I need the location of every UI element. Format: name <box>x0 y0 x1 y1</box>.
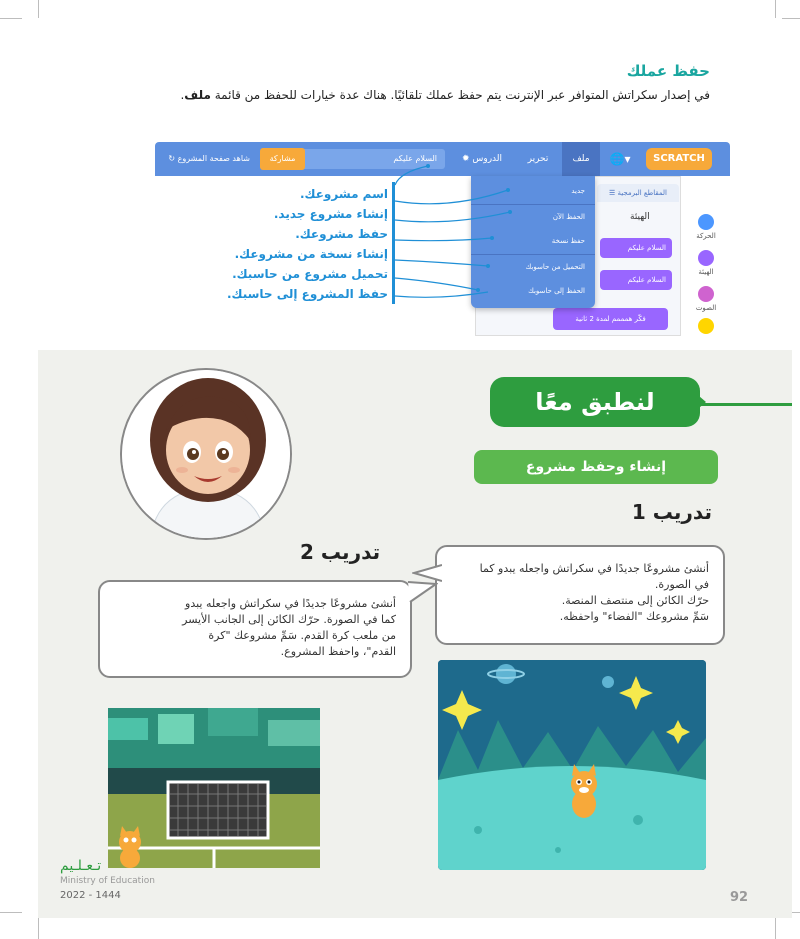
crop-mark <box>0 912 22 913</box>
exercise-1-bubble <box>435 545 725 645</box>
menu-tutorials-label: الدروس <box>472 154 503 164</box>
category-sound-label: الصوت <box>695 304 717 312</box>
exercise-1-line: في الصورة. <box>654 578 709 591</box>
block-say[interactable]: السلام عليكم <box>600 238 672 258</box>
apply-together-badge: لنطبق معًا <box>490 377 700 427</box>
exercise-2-line: القدم"، واحفظ المشروع. <box>280 645 396 658</box>
callout-project-name: اسم مشروعك. <box>300 187 388 201</box>
category-heading: الهيئة <box>630 212 650 222</box>
callout-connectors <box>0 0 800 350</box>
ministry-name: Ministry of Education <box>60 876 155 886</box>
file-menu-save-copy[interactable]: حفظ نسخة <box>551 237 585 245</box>
intro-bold: ملف <box>184 88 211 102</box>
category-motion-label: الحركة <box>696 232 716 240</box>
menu-edit[interactable]: تحرير <box>527 154 549 164</box>
edition-year: 2022 - 1444 <box>60 890 121 901</box>
crop-mark <box>38 918 39 939</box>
file-menu-save-now[interactable]: الحفظ الآن <box>552 213 585 221</box>
callout-save-project: حفظ مشروعك. <box>295 227 388 241</box>
exercise-2-line: كما في الصورة. حرّك الكائن إلى الجانب الأيسر <box>182 613 396 626</box>
callout-load-from-computer: تحميل مشروع من حاسبك. <box>232 267 388 281</box>
code-tab-icon: ☰ <box>608 189 616 197</box>
share-button[interactable]: مشاركة <box>260 148 305 170</box>
student-avatar <box>120 368 292 540</box>
exercise-2-bubble <box>98 580 412 678</box>
see-project-icon: ↻ <box>168 154 176 163</box>
bubble-tail <box>406 578 438 604</box>
file-menu-new[interactable]: جديد <box>571 187 585 195</box>
exercise-1-line: أنشئ مشروعًا جديدًا في سكراتش واجعله يبدو كما <box>479 562 709 575</box>
scratch-logo[interactable]: SCRATCH <box>646 148 712 170</box>
file-menu-save-to-computer[interactable]: الحفظ إلى حاسوبك <box>528 287 585 295</box>
section-title: حفظ عملك <box>626 62 710 80</box>
soccer-scene <box>108 708 320 868</box>
exercise-1-line: حرّك الكائن إلى منتصف المنصة. <box>561 594 709 607</box>
category-looks-label: الهيئة <box>698 268 714 276</box>
exercise-2-text <box>108 596 396 660</box>
exercise-1-text <box>445 561 709 625</box>
page-number: 92 <box>730 890 749 905</box>
block-say[interactable]: السلام عليكم <box>600 270 672 290</box>
intro-end: . <box>180 88 185 102</box>
file-menu-load[interactable]: التحميل من حاسوبك <box>525 263 585 271</box>
girl-illustration <box>122 370 292 540</box>
globe-icon[interactable]: 🌐▾ <box>609 152 631 166</box>
exercise-2-line: أنشئ مشروعًا جديدًا في سكراتش واجعله يبدو <box>185 597 396 610</box>
exercise-1-line: سَمِّ مشروعك "الفضاء" واحفظه. <box>559 610 709 623</box>
callout-new-project: إنشاء مشروع جديد. <box>273 207 388 221</box>
callout-save-copy: إنشاء نسخة من مشروعك. <box>234 247 388 261</box>
exercise-2-title: تدريب 2 <box>300 540 381 564</box>
see-project-label: شاهد صفحة المشروع <box>177 154 250 163</box>
callout-bracket <box>392 182 395 304</box>
soccer-stage-image <box>108 708 320 868</box>
apply-subtitle: إنشاء وحفظ مشروع <box>474 450 718 484</box>
space-stage-image <box>438 660 706 870</box>
block-think[interactable]: فكّر همممم لمدة 2 ثانية <box>553 308 668 330</box>
tab-code-label: المقاطع البرمجية <box>617 189 668 197</box>
callout-save-to-computer: حفظ المشروع إلى حاسبك. <box>226 287 388 301</box>
intro-text: في إصدار سكراتش المتوافر عبر الإنترنت يتم حفظ عملك تلقائيًا. هناك عدة خيارات للحفظ من قائمة <box>210 88 710 102</box>
ministry-logo: تـعـلـيم <box>60 858 102 874</box>
space-scene <box>438 660 706 870</box>
exercise-1-title: تدريب 1 <box>631 500 712 524</box>
exercise-2-line: من ملعب كرة القدم. سَمِّ مشروعك "كرة <box>208 629 396 642</box>
crop-mark <box>775 918 776 939</box>
menu-file[interactable]: ملف <box>562 142 600 176</box>
bulb-icon: ✹ <box>461 154 470 164</box>
project-title-input[interactable]: السلام عليكم <box>300 149 445 169</box>
